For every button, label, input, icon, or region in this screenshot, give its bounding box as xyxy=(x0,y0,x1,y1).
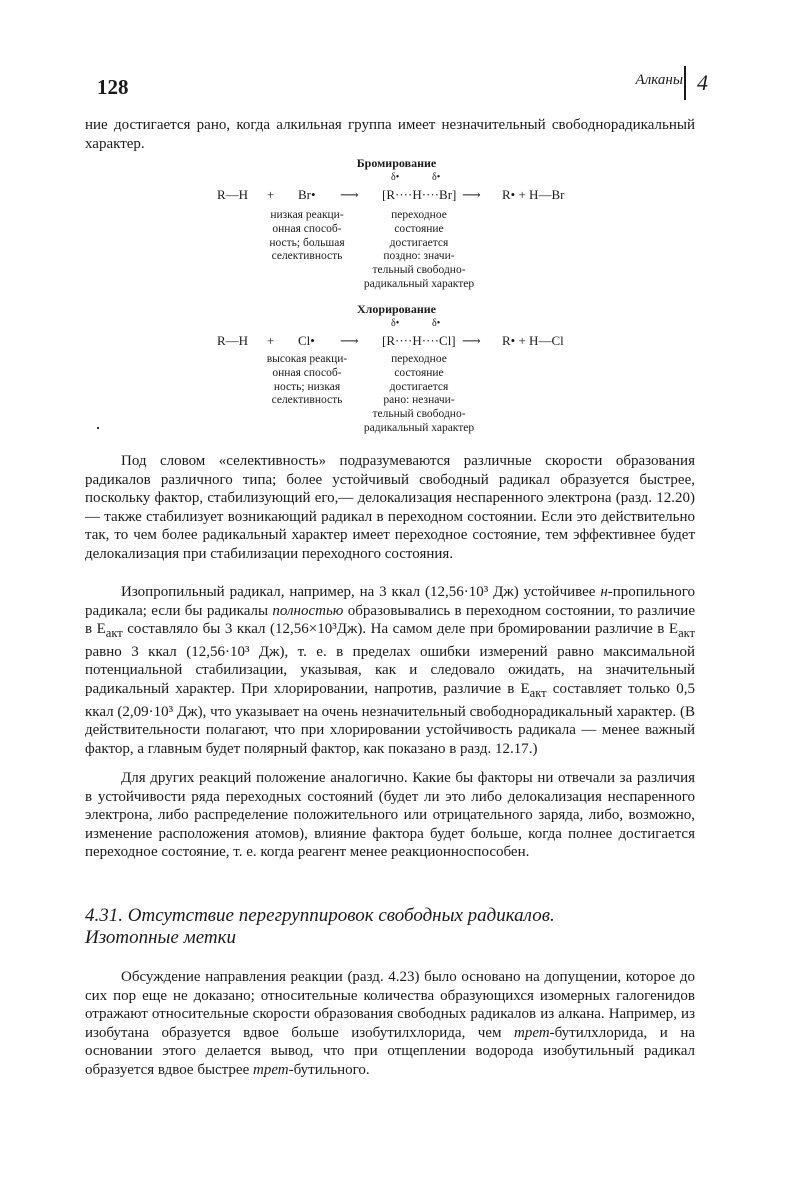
bromination-note-reactivity: низкая реакци- онная способ- ность; большая селективность xyxy=(269,209,345,263)
chlorination-products: R• + H—Cl xyxy=(502,333,564,348)
chapter-number: 4 xyxy=(697,70,708,95)
bromination-reactant: R—H xyxy=(217,187,249,202)
intro-paragraph: ние достигается рано, когда алкильная группа имеет незначительный свободнорадикальный характер. xyxy=(85,117,695,152)
bromination-note-transition: переходное состояние достигается поздно: значи- тельный свободно- радикальный характер xyxy=(363,209,475,290)
bromination-products: R• + H—Br xyxy=(502,187,565,202)
running-title: Алканы xyxy=(635,72,683,88)
chlorination-delta-1: δ• xyxy=(391,318,400,329)
chlorination-plus: + xyxy=(267,333,275,348)
bromination-delta-2: δ• xyxy=(432,172,441,183)
bromination-delta-1: δ• xyxy=(391,172,400,183)
chlorination-note-reactivity: высокая реакци- онная способ- ность; низкая селективность xyxy=(266,353,348,407)
page-number: 128 xyxy=(97,75,129,99)
chlorination-equation xyxy=(200,318,600,354)
chlorination-note-transition: переходное состояние достигается рано: незначи- тельный свободно- радикальный характер xyxy=(363,353,475,434)
bromination-transition-state: [R····H····Br] xyxy=(382,187,457,202)
bromination-equation xyxy=(200,172,600,208)
paragraph-selectivity: Под словом «селективность» подразумеваются различные скорости образования радикалов различного типа; более устойчивый свободный радикал образуется быстрее, поскольку фактор, стабилизующий его,— делокализация неспаренного электрона (разд. 12.20) — также стабилизует возникающий радикал в переходном состоянии. Если это действительно так, то чем более радикальный характер имеет переходное состояние, тем эффективнее будет делокализация при стабилизации переходного состояния. xyxy=(85,453,695,562)
bromination-title: Бромирование xyxy=(356,156,437,170)
chlorination-radical: Cl• xyxy=(298,333,315,348)
section-heading: 4.31. Отсутствие перегруппировок свободных радикалов. Изотопные метки xyxy=(85,905,555,948)
bromination-arrow-2: ⟶ xyxy=(462,187,481,202)
stray-dot xyxy=(97,427,99,429)
bromination-arrow-1: ⟶ xyxy=(340,187,359,202)
chlorination-delta-2: δ• xyxy=(432,318,441,329)
chlorination-arrow-2: ⟶ xyxy=(462,333,481,348)
bromination-plus: + xyxy=(267,187,275,202)
chlorination-reactant: R—H xyxy=(217,333,249,348)
paragraph-isopropyl: Изопропильный радикал, например, на 3 ккал (12,56·10³ Дж) устойчивее н-пропильного радикала; если бы радикалы полностью образовывались в переходном состоянии, то различие в $E_{акт}$ составляло бы 3 ккал (12,56×10³Дж). На самом деле при бромировании различие в $E_{акт}$ равно 3 ккал (12,56·10³ Дж), т. е. в пределах ошибки измерений равно максимальной потенциальной стабилизации, указывая, как и следовало ожидать, на значительный радикальный характер. При хлорировании, напротив, различие в $E_{акт}$ составляет только 0,5 ккал (2,09·10³ Дж), что указывает на очень незначительный свободнорадикальный характер. (В действительности полагают, что при хлорировании устойчивость радикала — менее важный фактор, а главным будет полярный фактор, как показано в разд. 12.17.) xyxy=(85,584,695,757)
header-rule xyxy=(684,66,686,100)
paragraph-isotope-labels: Обсуждение направления реакции (разд. 4.23) было основано на допущении, которое до сих пор еще не доказано; относительные количества образующихся изомерных галогенидов отражают относительные скорости образования свободных радикалов из алкана. Например, из изобутана образуется вдвое больше изобутилхлорида, чем трет-бутилхлорида, и на основании этого делается вывод, что при отщеплении водорода изобутильный радикал образуется вдвое быстрее трет-бутильного. xyxy=(85,969,696,1078)
paragraph-other-reactions: Для других реакций положение аналогично. Какие бы факторы ни отвечали за различия в устойчивости ряда переходных состояний (будет ли это либо делокализация неспаренного электрона, либо распределение положительного или отрицательного заряда, либо, возможно, изменение расположения атомов), влияние фактора будет больше, когда полнее достигается переходное состояние, т. е. когда реагент менее реакционноспособен. xyxy=(85,770,695,861)
chlorination-transition-state: [R····H····Cl] xyxy=(382,333,456,348)
chlorination-title: Хлорирование xyxy=(357,302,436,316)
bromination-radical: Br• xyxy=(298,187,316,202)
chlorination-arrow-1: ⟶ xyxy=(340,333,359,348)
